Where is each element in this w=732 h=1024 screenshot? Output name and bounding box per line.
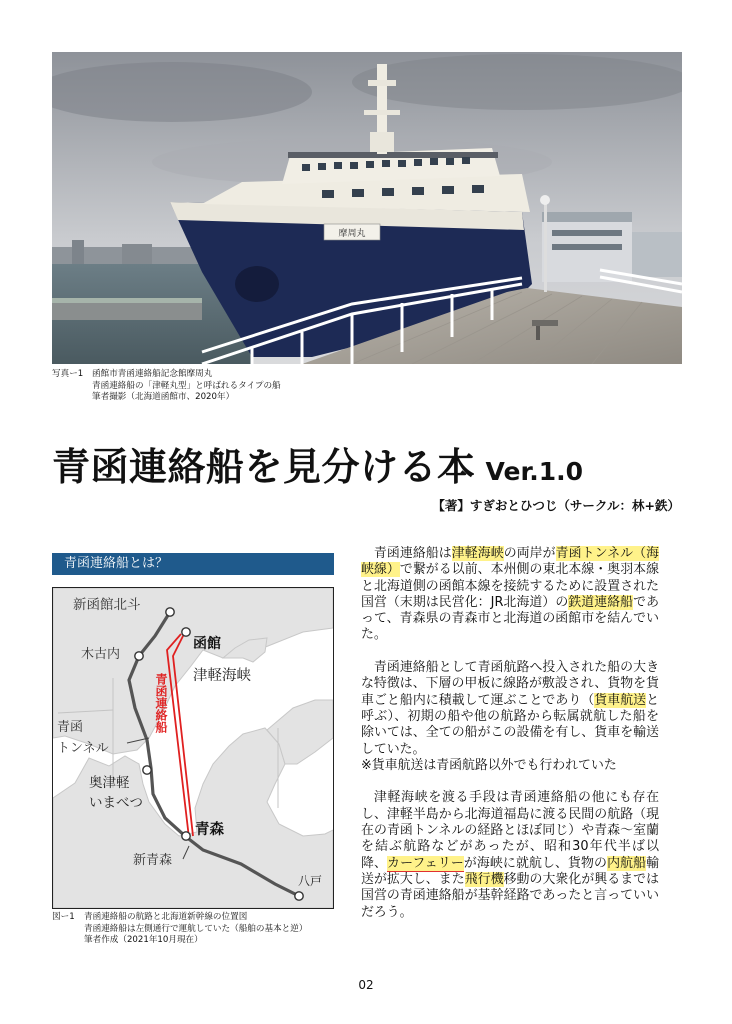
note: ※貨車航送は青函航路以外でも行われていた <box>361 757 617 773</box>
ship-name-plate: 摩周丸 <box>338 229 366 239</box>
text-run: 輸送が拡大し、また <box>361 855 660 887</box>
figure-caption-line: 筆者作成（2021年10月現在） <box>84 935 203 945</box>
book-version: Ver.1.0 <box>485 457 584 486</box>
text-run: 青函連絡船は <box>373 546 452 561</box>
map-label-shinaomori: 新青森 <box>133 853 173 868</box>
photo-caption <box>92 369 281 404</box>
text-run: で繋がる以前、本州側の東北本線・奥羽本線と北海道側の函館本線を接続するために設置された国営（末期は民営化：JR北海道）の <box>361 562 660 610</box>
route-map <box>52 587 334 909</box>
section-heading: 青函連絡船とは？ <box>52 553 334 575</box>
map-label-kikonai: 木古内 <box>81 647 121 662</box>
map-label-hachinohe: 八戸 <box>298 874 323 888</box>
figure-caption-label: 図ー1 <box>52 912 75 922</box>
author-credit: 【著】すぎおとひつじ（サークル：林+鉄） <box>432 498 680 513</box>
map-label-hakodate: 函館 <box>193 636 221 652</box>
ship-photo <box>52 52 682 364</box>
book-title-main: 青函連絡船を見分ける本 <box>52 445 476 489</box>
highlight: 津軽海峡 <box>451 546 504 561</box>
text-run: が海峡に就航し、貨物の <box>463 855 608 871</box>
map-label-okutsugaru-2: いまべつ <box>89 795 143 811</box>
text-run: 移動の大衆化が興るまでは国営の青函連絡船が基幹経路であったと言っていいだろう。 <box>361 871 660 920</box>
photo-caption-line: 函館市青函連絡船記念館摩周丸 <box>92 369 213 379</box>
photo-caption-line: 青函連絡船の「津軽丸型」と呼ばれるタイプの船 <box>92 380 281 391</box>
photo-caption-label: 写真ー1 <box>52 369 84 379</box>
highlight: 貨車航送 <box>594 692 647 708</box>
map-label-tsugaru-strait: 津軽海峡 <box>193 668 251 684</box>
book-title <box>52 436 583 491</box>
map-label-aomori: 青森 <box>195 822 224 838</box>
highlight: 内航船 <box>607 855 647 871</box>
text-run: 津軽海峡を渡る手段は青函連絡船の他にも存在し、津軽半島から北海道福島に渡る民間の航路（現在の青函トンネルの経路とほぼ同じ）や青森～室蘭を結ぶ航路などがあったが、昭和30年代半ば以降、 <box>361 790 659 871</box>
figure-caption-line: 青函連絡船は左側通行で運航していた（船舶の基本と逆） <box>84 923 308 934</box>
map-label-ferry-route: 青函連絡船 <box>154 673 168 733</box>
page-number: 02 <box>358 978 374 992</box>
map-label-seikan-tunnel-1: 青函 <box>57 720 84 735</box>
body-text <box>361 546 659 937</box>
highlight: 飛行機 <box>464 871 504 887</box>
map-label-okutsugaru-1: 奥津軽 <box>89 775 130 791</box>
photo-caption-line: 筆者撮影（北海道函館市、2020年） <box>92 392 235 402</box>
paragraph <box>361 546 659 644</box>
highlight: 鉄道連絡船 <box>568 594 634 610</box>
text-run: の両岸が <box>503 546 556 561</box>
highlight: 青函トンネル（海峡線） <box>361 546 660 578</box>
text-run: 青函連絡船として青函航路へ投入された船の大きな特徴は、下層の甲板に線路が敷設され、貨物を貨車ごと船内に積載して運ぶことであり（ <box>361 660 659 708</box>
map-label-shinhakodate: 新函館北斗 <box>73 597 141 613</box>
map-label-seikan-tunnel-2: トンネル <box>57 741 109 756</box>
text-run: と呼ぶ）、初期の船や他の航路から転属就航した船を除いては、全ての船がこの設備を有し、貨車を輸送していた。 <box>361 692 660 757</box>
text-run: であって、青森県の青森市と北海道の函館市を結んでいた。 <box>361 594 659 643</box>
paragraph <box>361 660 659 758</box>
figure-caption-line: 青函連絡船の航路と北海道新幹線の位置図 <box>84 912 248 922</box>
paragraph <box>361 790 659 920</box>
highlight: カーフェリー <box>387 855 464 871</box>
figure-caption <box>84 912 307 947</box>
